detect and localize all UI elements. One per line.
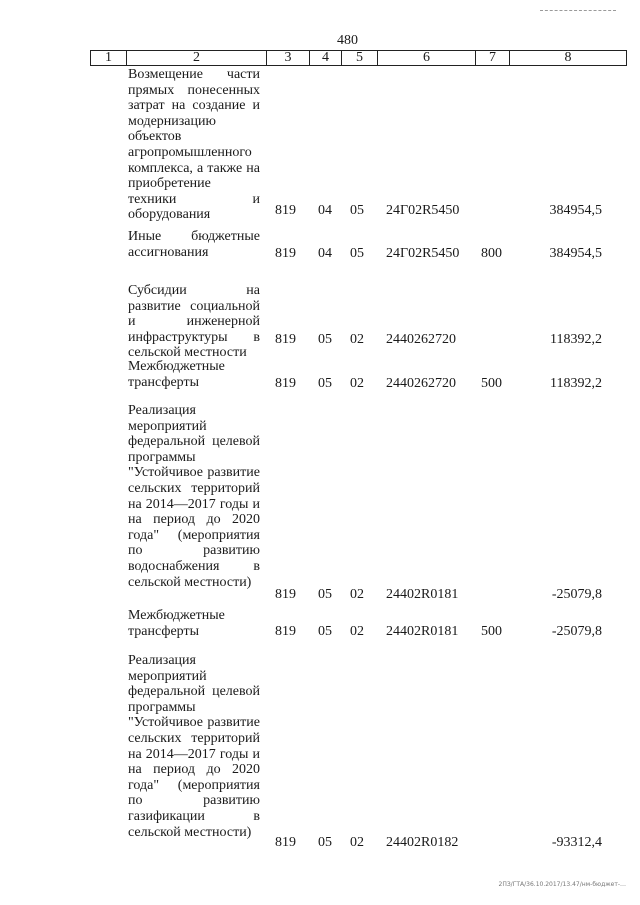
row-expense-type: 500 [481,376,502,392]
column-header-8: 8 [510,51,627,66]
budget-row [0,229,640,262]
row-target-code: 2440262720 [386,376,456,392]
row-subsection: 02 [350,332,364,348]
row-admin-code: 819 [275,624,296,640]
row-target-code: 24Г02R5450 [386,203,460,219]
budget-row [0,403,640,603]
column-header-2: 2 [127,51,267,66]
row-target-code: 24Г02R5450 [386,246,460,262]
row-section: 04 [318,203,332,219]
row-description: Реализация мероприятий федеральной целевой программы "Устойчивое развитие сельских территорий на 2014—2017 годы и на период до 2020 года" (мероприятия по развитию водоснабжения в сельской местности) [128,403,260,590]
column-header-7: 7 [476,51,510,66]
row-description: Иные бюджетные ассигнования [128,229,260,260]
row-section: 05 [318,587,332,603]
row-amount: -25079,8 [551,587,602,603]
row-admin-code: 819 [275,332,296,348]
row-subsection: 02 [350,624,364,640]
budget-row [0,67,640,223]
row-section: 05 [318,332,332,348]
row-target-code: 24402R0181 [386,587,459,603]
budget-row [0,283,640,361]
row-subsection: 02 [350,587,364,603]
row-subsection: 02 [350,835,364,851]
column-header-3: 3 [267,51,310,66]
row-section: 05 [318,624,332,640]
page-number: 480 [337,33,358,48]
footer-stamp: 2ПЗ/ГТА/36.10.2017/13.47/нм-бюджет-… [498,881,626,888]
column-header-6: 6 [378,51,476,66]
row-section: 05 [318,376,332,392]
row-target-code: 24402R0181 [386,624,459,640]
row-admin-code: 819 [275,203,296,219]
row-description: Межбюджетные трансферты [128,359,225,390]
row-admin-code: 819 [275,587,296,603]
row-subsection: 02 [350,376,364,392]
row-amount: -93312,4 [551,835,602,851]
top-dashed-line [540,10,616,11]
row-amount: -25079,8 [551,624,602,640]
row-expense-type: 500 [481,624,502,640]
row-admin-code: 819 [275,835,296,851]
column-header-1: 1 [91,51,127,66]
row-subsection: 05 [350,246,364,262]
budget-row [0,653,640,851]
row-expense-type: 800 [481,246,502,262]
row-amount: 384954,5 [549,246,602,262]
row-target-code: 24402R0182 [386,835,459,851]
budget-row [0,608,640,640]
column-header-5: 5 [342,51,378,66]
row-description: Субсидии на развитие социальной и инженерной инфраструктуры в сельской местности [128,283,260,361]
row-amount: 118392,2 [550,332,602,348]
row-target-code: 2440262720 [386,332,456,348]
row-section: 05 [318,835,332,851]
row-description: Возмещение части прямых понесенных затрат на создание и модернизацию объектов агропромышленного комплекса, а также на приобретение техники и оборудования [128,67,260,223]
row-amount: 118392,2 [550,376,602,392]
row-subsection: 05 [350,203,364,219]
row-section: 04 [318,246,332,262]
row-admin-code: 819 [275,376,296,392]
row-amount: 384954,5 [549,203,602,219]
row-description: Межбюджетные трансферты [128,608,225,639]
row-description: Реализация мероприятий федеральной целевой программы "Устойчивое развитие сельских территорий на 2014—2017 годы и на период до 2020 года" (мероприятия по развитию газификации в сельской местности) [128,653,260,840]
column-header-4: 4 [310,51,342,66]
budget-row [0,359,640,392]
row-admin-code: 819 [275,246,296,262]
column-number-header [90,50,627,66]
